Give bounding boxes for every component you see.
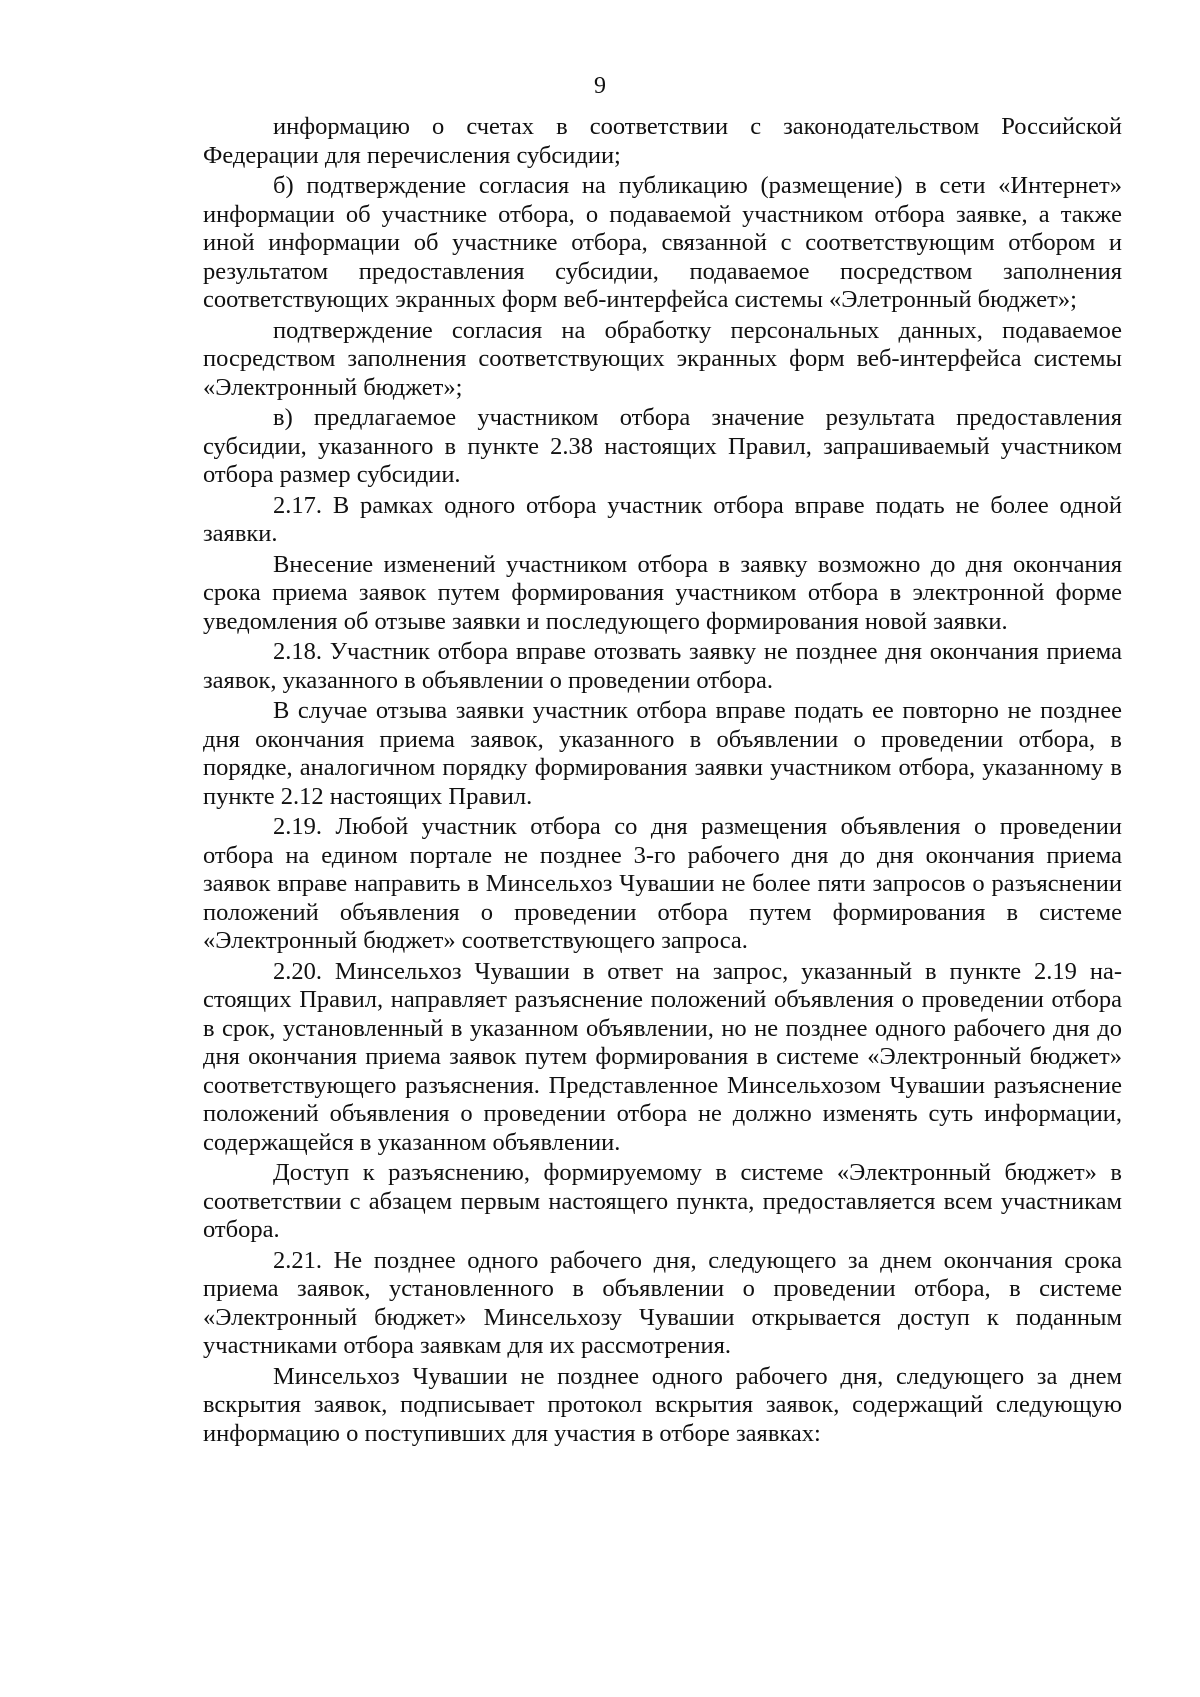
paragraph-proposed-result: в) предлагаемое участником отбора значение результата предоставления субсидии, указанного в пункте 2.38 настоящих Правил, запрашиваемый участником отбора размер субсидии. (203, 404, 1122, 488)
paragraph-resubmission: В случае отзыва заявки участник отбора вправе подать ее повторно не позднее дня окончания приема заявок, указанного в объявлении о проведении отбора, в порядке, аналогичном порядку формирования заявки участником отбора, указанному в пункте 2.12 настоящих Правил. (203, 697, 1122, 810)
paragraph-application-changes: Внесение изменений участником отбора в заявку возможно до дня окончания срока приема заявок путем формирования участником отбора в электронной форме уведомления об отзыве заявки и последующего формирования новой заявки. (203, 550, 1122, 635)
paragraph-publication-consent: б) подтверждение согласия на публикацию (размещение) в сети «Интернет» информации об участнике отбора, о подаваемой участником отбора заявке, а также иной информации об участнике отбора, связанной с соответствующим отбором и результатом предоставления субсидии, подаваемое посредством заполнения соответствующих экранных форм веб-интерфейса системы «Элетронный бюджет»; (203, 172, 1122, 313)
page-number: 9 (594, 73, 606, 99)
paragraph-account-info: информацию о счетах в соответствии с законодательством Российской Федерации для перечисления субсидии; (203, 113, 1122, 169)
paragraph-2-20: 2.20. Минсельхоз Чувашии в ответ на запрос, указанный в пункте 2.19 настоящих Правил, направляет разъяснение положений объявления о проведении отбора в срок, установленный в указанном объявлении, но не позднее одного рабочего дня до дня окончания приема заявок путем формирования в системе «Электронный бюджет» соответствующего разъяснения. Представленное Минсельхозом Чувашии разъяснение положений объявления о проведении отбора не должно изменять суть информации, содержащейся в указанном объявлении. (203, 957, 1122, 1156)
paragraph-opening-protocol: Минсельхоз Чувашии не позднее одного рабочего дня, следующего за днем вскрытия заявок, подписывает протокол вскрытия заявок, содержащий следующую информацию о поступивших для участия в отборе заявках: (203, 1362, 1122, 1447)
paragraph-personal-data-consent: подтверждение согласия на обработку персональных данных, подаваемое посредством заполнения соответствующих экранных форм веб-интерфейса системы «Электронный бюджет»; (203, 316, 1122, 401)
document-body (203, 113, 1122, 1450)
paragraph-2-18: 2.18. Участник отбора вправе отозвать заявку не позднее дня окончания приема заявок, указанного в объявлении о проведении отбора. (203, 638, 1122, 694)
paragraph-clarification-access: Доступ к разъяснению, формируемому в системе «Электронный бюджет» в соответствии с абзацем первым настоящего пункта, предоставляется всем участникам отбора. (203, 1159, 1122, 1243)
paragraph-2-17: 2.17. В рамках одного отбора участник отбора вправе подать не более одной заявки. (203, 491, 1122, 547)
paragraph-2-21: 2.21. Не позднее одного рабочего дня, следующего за днем окончания срока приема заявок, установленного в объявлении о проведении отбора, в системе «Электронный бюджет» Минсельхозу Чувашии открывается доступ к поданным участниками отбора заявкам для их рассмотрения. (203, 1246, 1122, 1359)
paragraph-2-19: 2.19. Любой участник отбора со дня размещения объявления о проведении отбора на едином портале не позднее 3-го рабочего дня до дня окончания приема заявок вправе направить в Минсельхоз Чувашии не более пяти запросов о разъяснении положений объявления о проведении отбора путем формирования в системе «Электронный бюджет» соответствующего запроса. (203, 813, 1122, 954)
